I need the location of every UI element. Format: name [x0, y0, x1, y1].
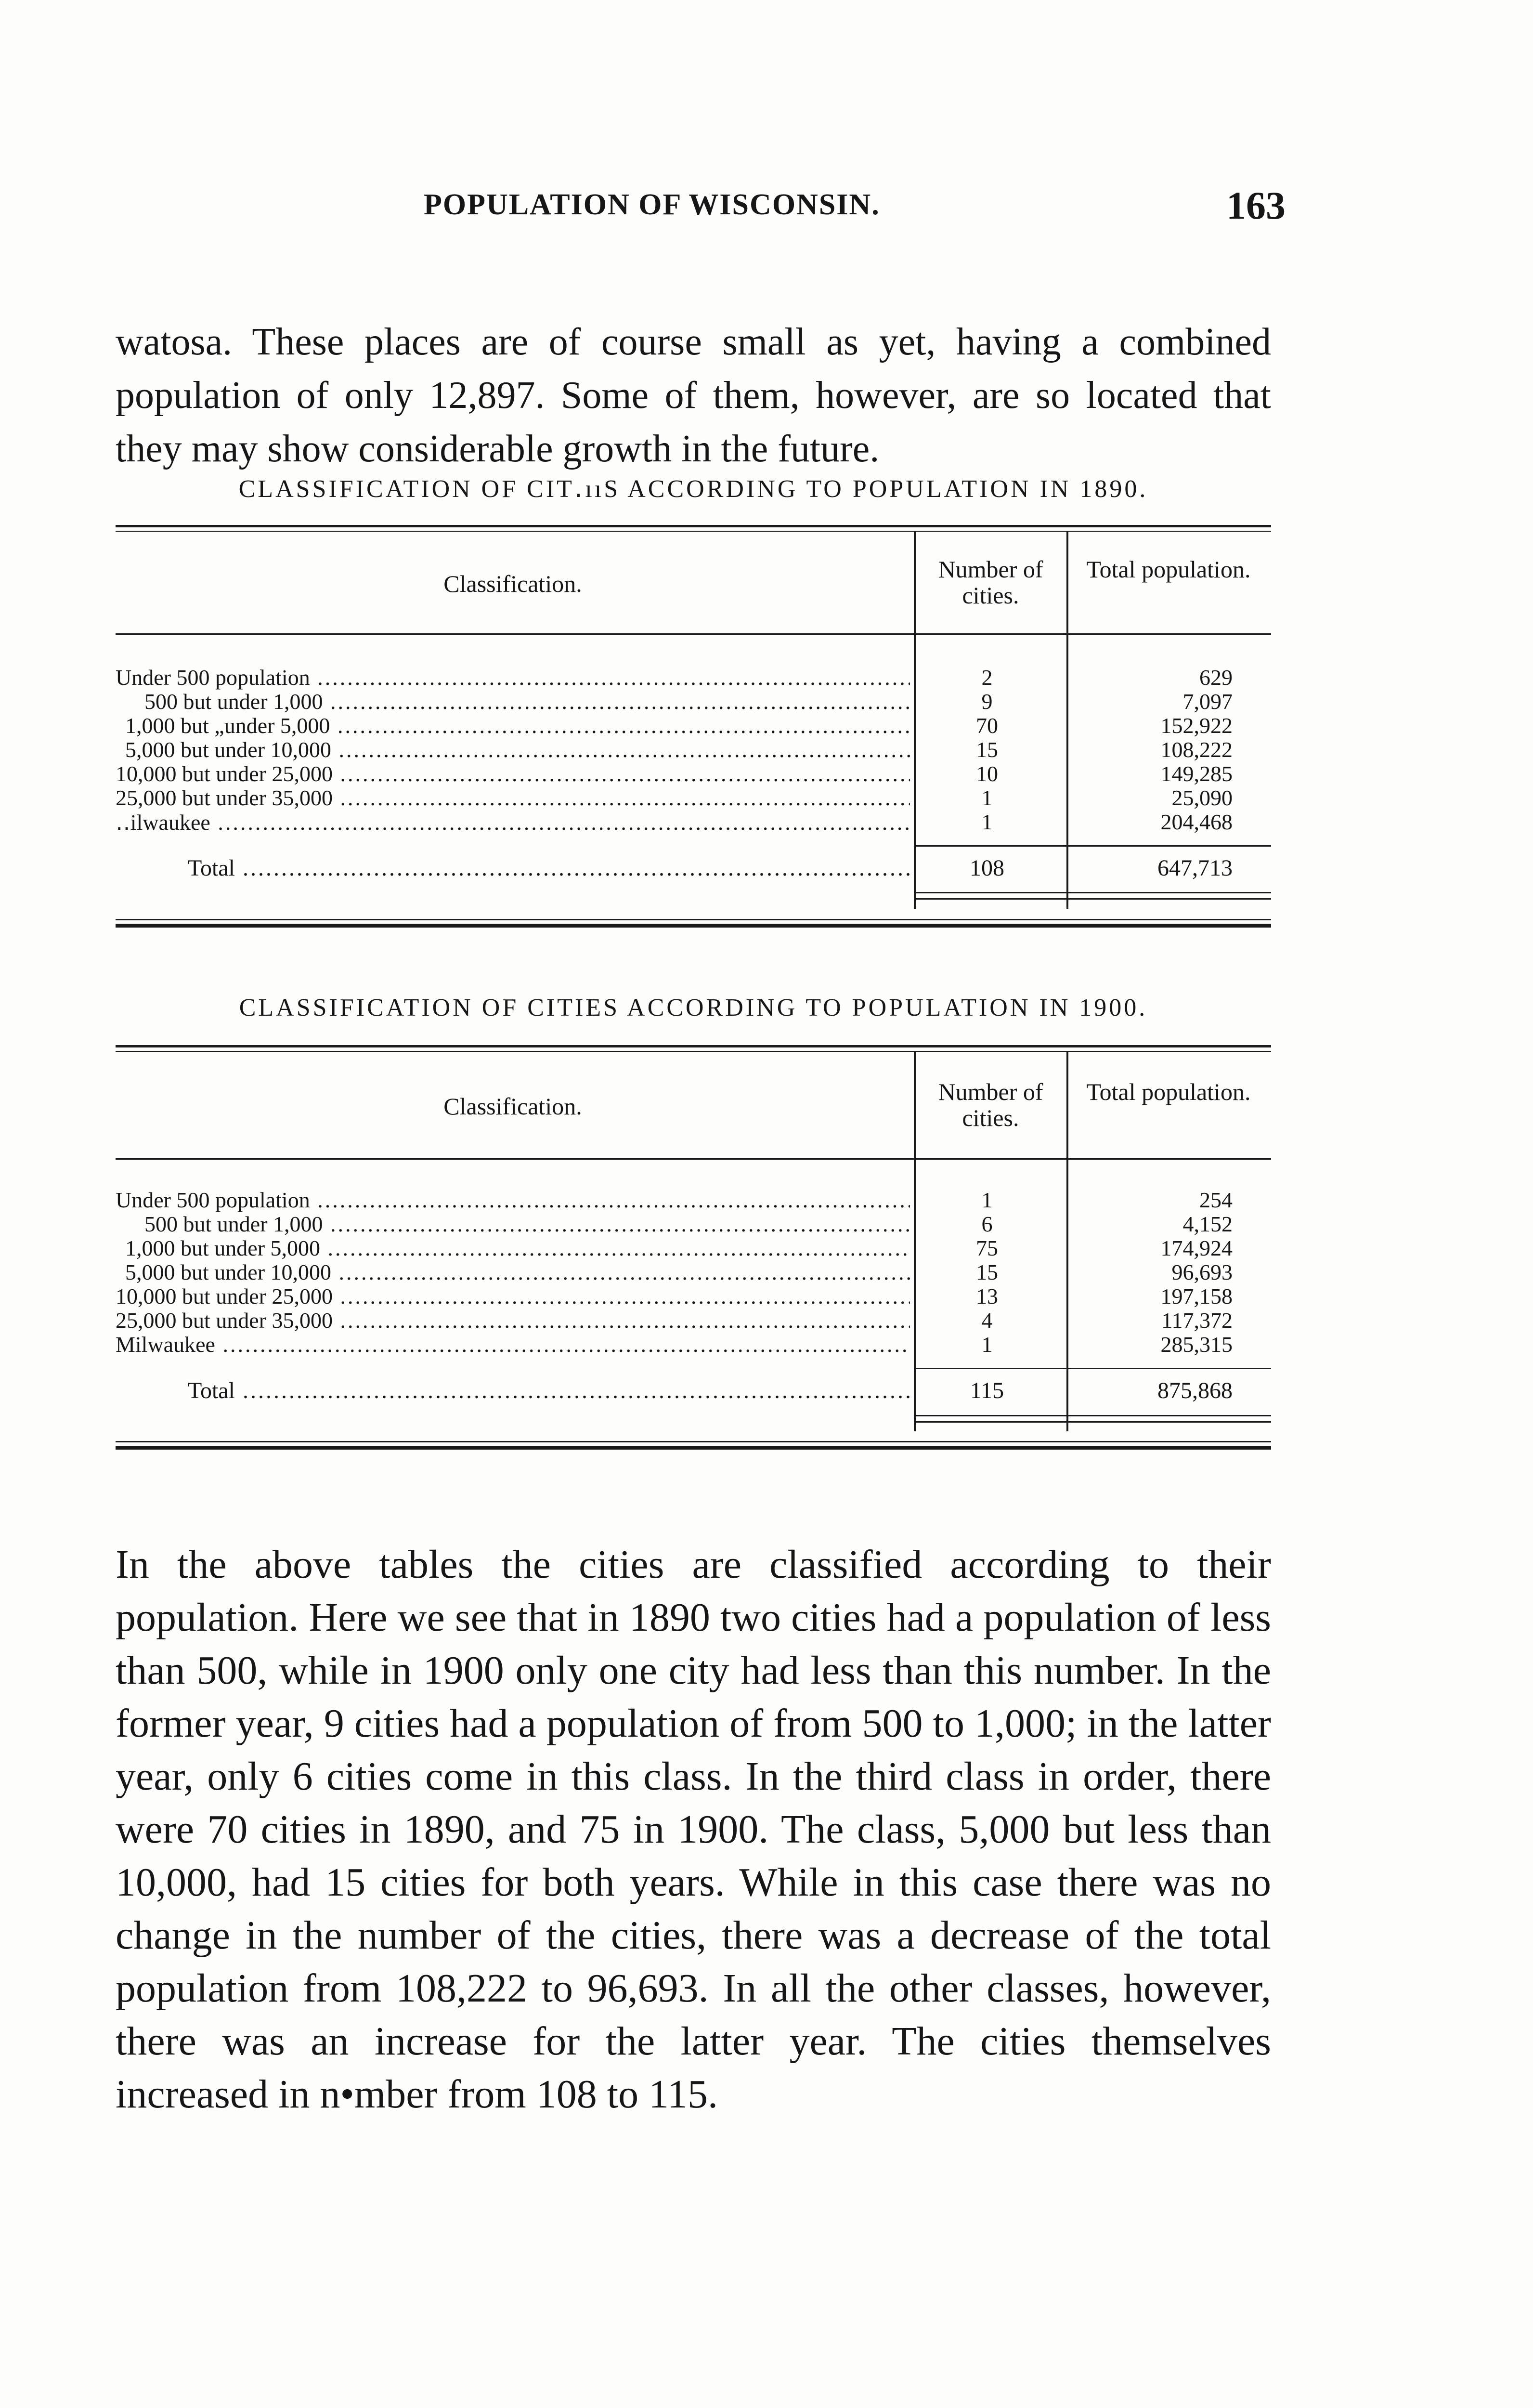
row-number: 1: [981, 810, 993, 834]
row-population: 4,152: [1182, 1212, 1233, 1236]
header-rule: [116, 633, 1271, 635]
table-1900-title: CLASSIFICATION OF CITIES ACCORDING TO POPULATION IN 1900.: [239, 994, 1148, 1021]
table-row: [116, 1259, 1271, 1283]
row-population: 174,924: [1160, 1236, 1233, 1260]
table-row: [116, 1308, 1271, 1332]
table-row: [116, 737, 1271, 761]
paragraph-intro: watosa. These places are of course small as yet, having a combined population of only 12,897. Some of them, however, are so located that they may show considerable growth in the future.: [116, 321, 1271, 470]
table-bottom-rule-thin: [116, 1441, 1271, 1442]
row-number: 2: [981, 665, 993, 690]
running-title: POPULATION OF WISCONSIN.: [424, 188, 880, 221]
row-population: 254: [1199, 1188, 1233, 1212]
table-top-rule: [116, 1045, 1271, 1047]
table-row: [116, 785, 1271, 809]
row-number: 15: [976, 737, 998, 762]
table-row: [116, 713, 1271, 737]
row-number: 6: [981, 1212, 993, 1236]
table-1900: [116, 1045, 1271, 1459]
table-bottom-rule-thin: [116, 919, 1271, 920]
table-top-rule: [116, 525, 1271, 527]
row-label: 10,000 but under 25,000 .....: [116, 761, 910, 786]
row-population: 7,097: [1182, 689, 1233, 714]
row-population: 149,285: [1160, 761, 1233, 786]
total-row: [116, 1377, 1271, 1406]
table-row: [116, 1187, 1271, 1211]
row-number: 1: [981, 785, 993, 810]
row-population: 152,922: [1160, 713, 1233, 738]
total-double-rule: [914, 898, 1271, 900]
header-total-population: Total population.: [1086, 1078, 1251, 1105]
paragraph-analysis: In the above tables the cities are classified according to their population. Here we see that in 1890 two cities had a population of less than 500, while in 1900 only one city had less than this number. In the former year, 9 cities had a population of from 500 to 1,000; in the latter year, only 6 cities come in this class. In the third class in order, there were 70 cities in 1890, and 75 in 1900. The class, 5,000 but less than 10,000, had 15 cities for both years. While in this case there was no change in the number of the cities, there was a decrease of the total population from 108,222 to 96,693. In all the other classes, however, there was an increase for the latter year. The cities themselves increased in n•mber from 108 to 115.: [116, 1542, 1271, 2117]
row-population: 285,315: [1160, 1332, 1233, 1357]
table-row: [116, 1332, 1271, 1356]
row-label: 5,000 but under 10,000 .....: [116, 1259, 910, 1285]
table-row: [116, 1283, 1271, 1308]
row-label: 500 but under 1,000 .....: [116, 689, 910, 714]
header-classification: Classification.: [443, 1093, 582, 1120]
row-population: 204,468: [1160, 810, 1233, 834]
total-double-rule: [914, 892, 1271, 893]
total-double-rule: [914, 1415, 1271, 1416]
row-label: 5,000 but under 10,000 .....: [116, 737, 910, 762]
table-row: [116, 1211, 1271, 1235]
row-population: 25,090: [1171, 785, 1233, 810]
table-row: [116, 809, 1271, 833]
row-number: 1: [981, 1332, 993, 1357]
row-label: 1,000 but „under 5,000 .....: [116, 713, 910, 738]
row-label: 10,000 but under 25,000 .....: [116, 1283, 910, 1309]
total-rule: [914, 1368, 1271, 1369]
table-row: [116, 761, 1271, 785]
row-number: 70: [976, 713, 998, 738]
row-label: ․․ilwaukee .....: [116, 809, 910, 835]
row-label: 1,000 but under 5,000 .....: [116, 1235, 910, 1261]
table-top-rule-thin: [116, 531, 1271, 532]
table-row: [116, 665, 1271, 689]
table-rows: [116, 665, 1271, 833]
total-row: [116, 855, 1271, 884]
row-population: 197,158: [1160, 1284, 1233, 1309]
header-classification: Classification.: [443, 570, 582, 597]
table-top-rule-thin: [116, 1051, 1271, 1052]
row-label: Under 500 population .....: [116, 1187, 910, 1213]
table-rows: [116, 1187, 1271, 1356]
total-label: Total .....: [188, 855, 910, 881]
row-population: 117,372: [1161, 1308, 1233, 1333]
table-bottom-rule: [116, 1446, 1271, 1450]
header-number-of-cities: Number of cities.: [938, 556, 1043, 609]
header-total-population: Total population.: [1086, 556, 1251, 583]
table-bottom-rule: [116, 924, 1271, 928]
table-row: [116, 689, 1271, 713]
row-number: 75: [976, 1236, 998, 1260]
total-double-rule: [914, 1421, 1271, 1423]
row-number: 4: [981, 1308, 993, 1333]
row-label: 500 but under 1,000 .....: [116, 1211, 910, 1237]
page-number: 163: [1226, 183, 1286, 227]
row-label: 25,000 but under 35,000 .....: [116, 1308, 910, 1333]
row-population: 96,693: [1171, 1260, 1233, 1284]
table-row: [116, 1235, 1271, 1259]
page-header: [116, 183, 1286, 236]
row-population: 629: [1199, 665, 1233, 690]
total-population: 875,868: [1157, 1378, 1233, 1403]
row-number: 13: [976, 1284, 998, 1309]
header-number-of-cities: Number of cities.: [938, 1078, 1043, 1131]
table-1890-title: CLASSIFICATION OF CIT․ııS ACCORDING TO POPULATION IN 1890.: [238, 475, 1148, 503]
table-1890: [116, 525, 1271, 934]
row-label: Under 500 population .....: [116, 665, 910, 690]
total-number: 108: [970, 855, 1004, 881]
row-label: 25,000 but under 35,000 .....: [116, 785, 910, 811]
total-number: 115: [970, 1378, 1004, 1403]
total-population: 647,713: [1157, 855, 1233, 881]
row-number: 9: [981, 689, 993, 714]
row-number: 10: [976, 761, 998, 786]
row-number: 15: [976, 1260, 998, 1284]
header-rule: [116, 1158, 1271, 1160]
row-label: Milwaukee .....: [116, 1332, 910, 1357]
total-label: Total .....: [188, 1377, 910, 1404]
row-population: 108,222: [1160, 737, 1233, 762]
total-rule: [914, 845, 1271, 847]
row-number: 1: [981, 1188, 993, 1212]
